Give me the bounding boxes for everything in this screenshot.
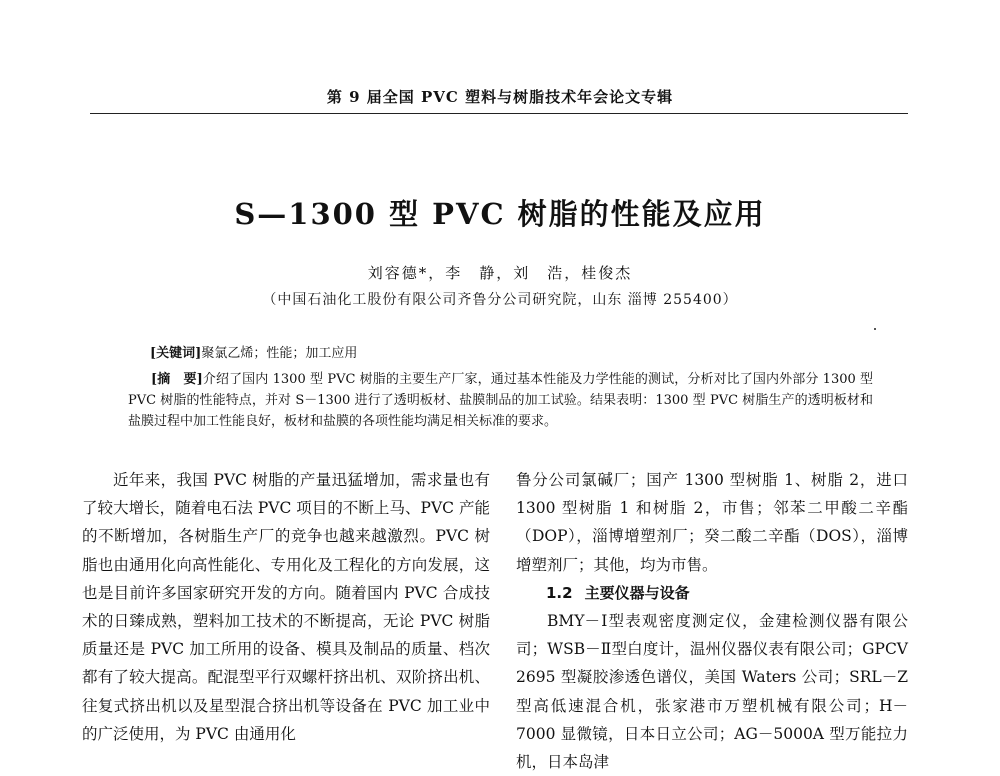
stray-mark xyxy=(874,328,876,330)
article-authors: 刘容德*，李 静，刘 浩，桂俊杰 xyxy=(367,264,633,282)
body-paragraph: BMY－Ⅰ型表观密度测定仪，金建检测仪器有限公司；WSB－Ⅱ型白度计，温州仪器仪表有限公司；GPCV 2695 型凝胶渗透色谱仪，美国 Waters 公司；SRL－Z 型高低速混合机，张家港市万塑机械有限公司；H－7000 显微镜，日本日立公司；AG－5000A 型万能拉力机，日本岛津 xyxy=(516,612,908,772)
body-paragraph: 近年来，我国 PVC 树脂的产量迅猛增加，需求量也有了较大增长，随着电石法 PVC 项目的不断上马、PVC 产能的不断增加，各树脂生产厂的竞争也越来越激烈。PVC 树脂也由通用化向高性能化、专用化及工程化的方向发展，这也是目前许多国家研究开发的方向。随着国内 PVC 合成技术的日臻成熟，塑料加工技术的不断提高，无论 PVC 树脂质量还是 PVC 加工所用的设备、模具及制品的质量、档次都有了较大提高。配混型平行双螺杆挤出机、双阶挤出机、往复式挤出机以及星型混合挤出机等设备在 PVC 加工业中的广泛使用，为 PVC 由通用化 xyxy=(82,471,490,743)
section-heading xyxy=(516,579,908,607)
abstract-block xyxy=(128,369,873,432)
keywords-text: 聚氯乙烯；性能；加工应用 xyxy=(201,346,358,361)
body-paragraph: 鲁分公司氯碱厂；国产 1300 型树脂 1、树脂 2，进口 1300 型树脂 1 和树脂 2，市售；邻苯二甲酸二辛酯（DOP），淄博增塑剂厂；癸二酸二辛酯（DOS），淄博增塑剂厂；其他，均为市售。 xyxy=(516,471,908,574)
keywords-label: [关键词] xyxy=(150,346,202,361)
header-rule xyxy=(90,113,908,114)
section-number: 1.2 xyxy=(546,583,573,602)
body-column-left xyxy=(82,466,490,748)
abstract-text: 介绍了国内 1300 型 PVC 树脂的主要生产厂家，通过基本性能及力学性能的测试，分析对比了国内外部分 1300 型 PVC 树脂的性能特点，并对 S－1300 进行了透明板材、盐膜制品的加工试验。结果表明：1300 型 PVC 树脂生产的透明板材和盐膜过程中加工性能良好，板材和盐膜的各项性能均满足相关标准的要求。 xyxy=(128,372,874,429)
article-title: S—1300 型 PVC 树脂的性能及应用 xyxy=(234,197,766,231)
body-column-right xyxy=(516,466,908,776)
section-title: 主要仪器与设备 xyxy=(584,583,690,602)
running-header: 第 9 届全国 PVC 塑料与树脂技术年会论文专辑 xyxy=(326,88,674,106)
article-affiliation: （中国石油化工股份有限公司齐鲁分公司研究院，山东 淄博 255400） xyxy=(262,292,738,308)
abstract-label: [摘 要] xyxy=(151,372,203,387)
keywords-block xyxy=(150,344,890,364)
